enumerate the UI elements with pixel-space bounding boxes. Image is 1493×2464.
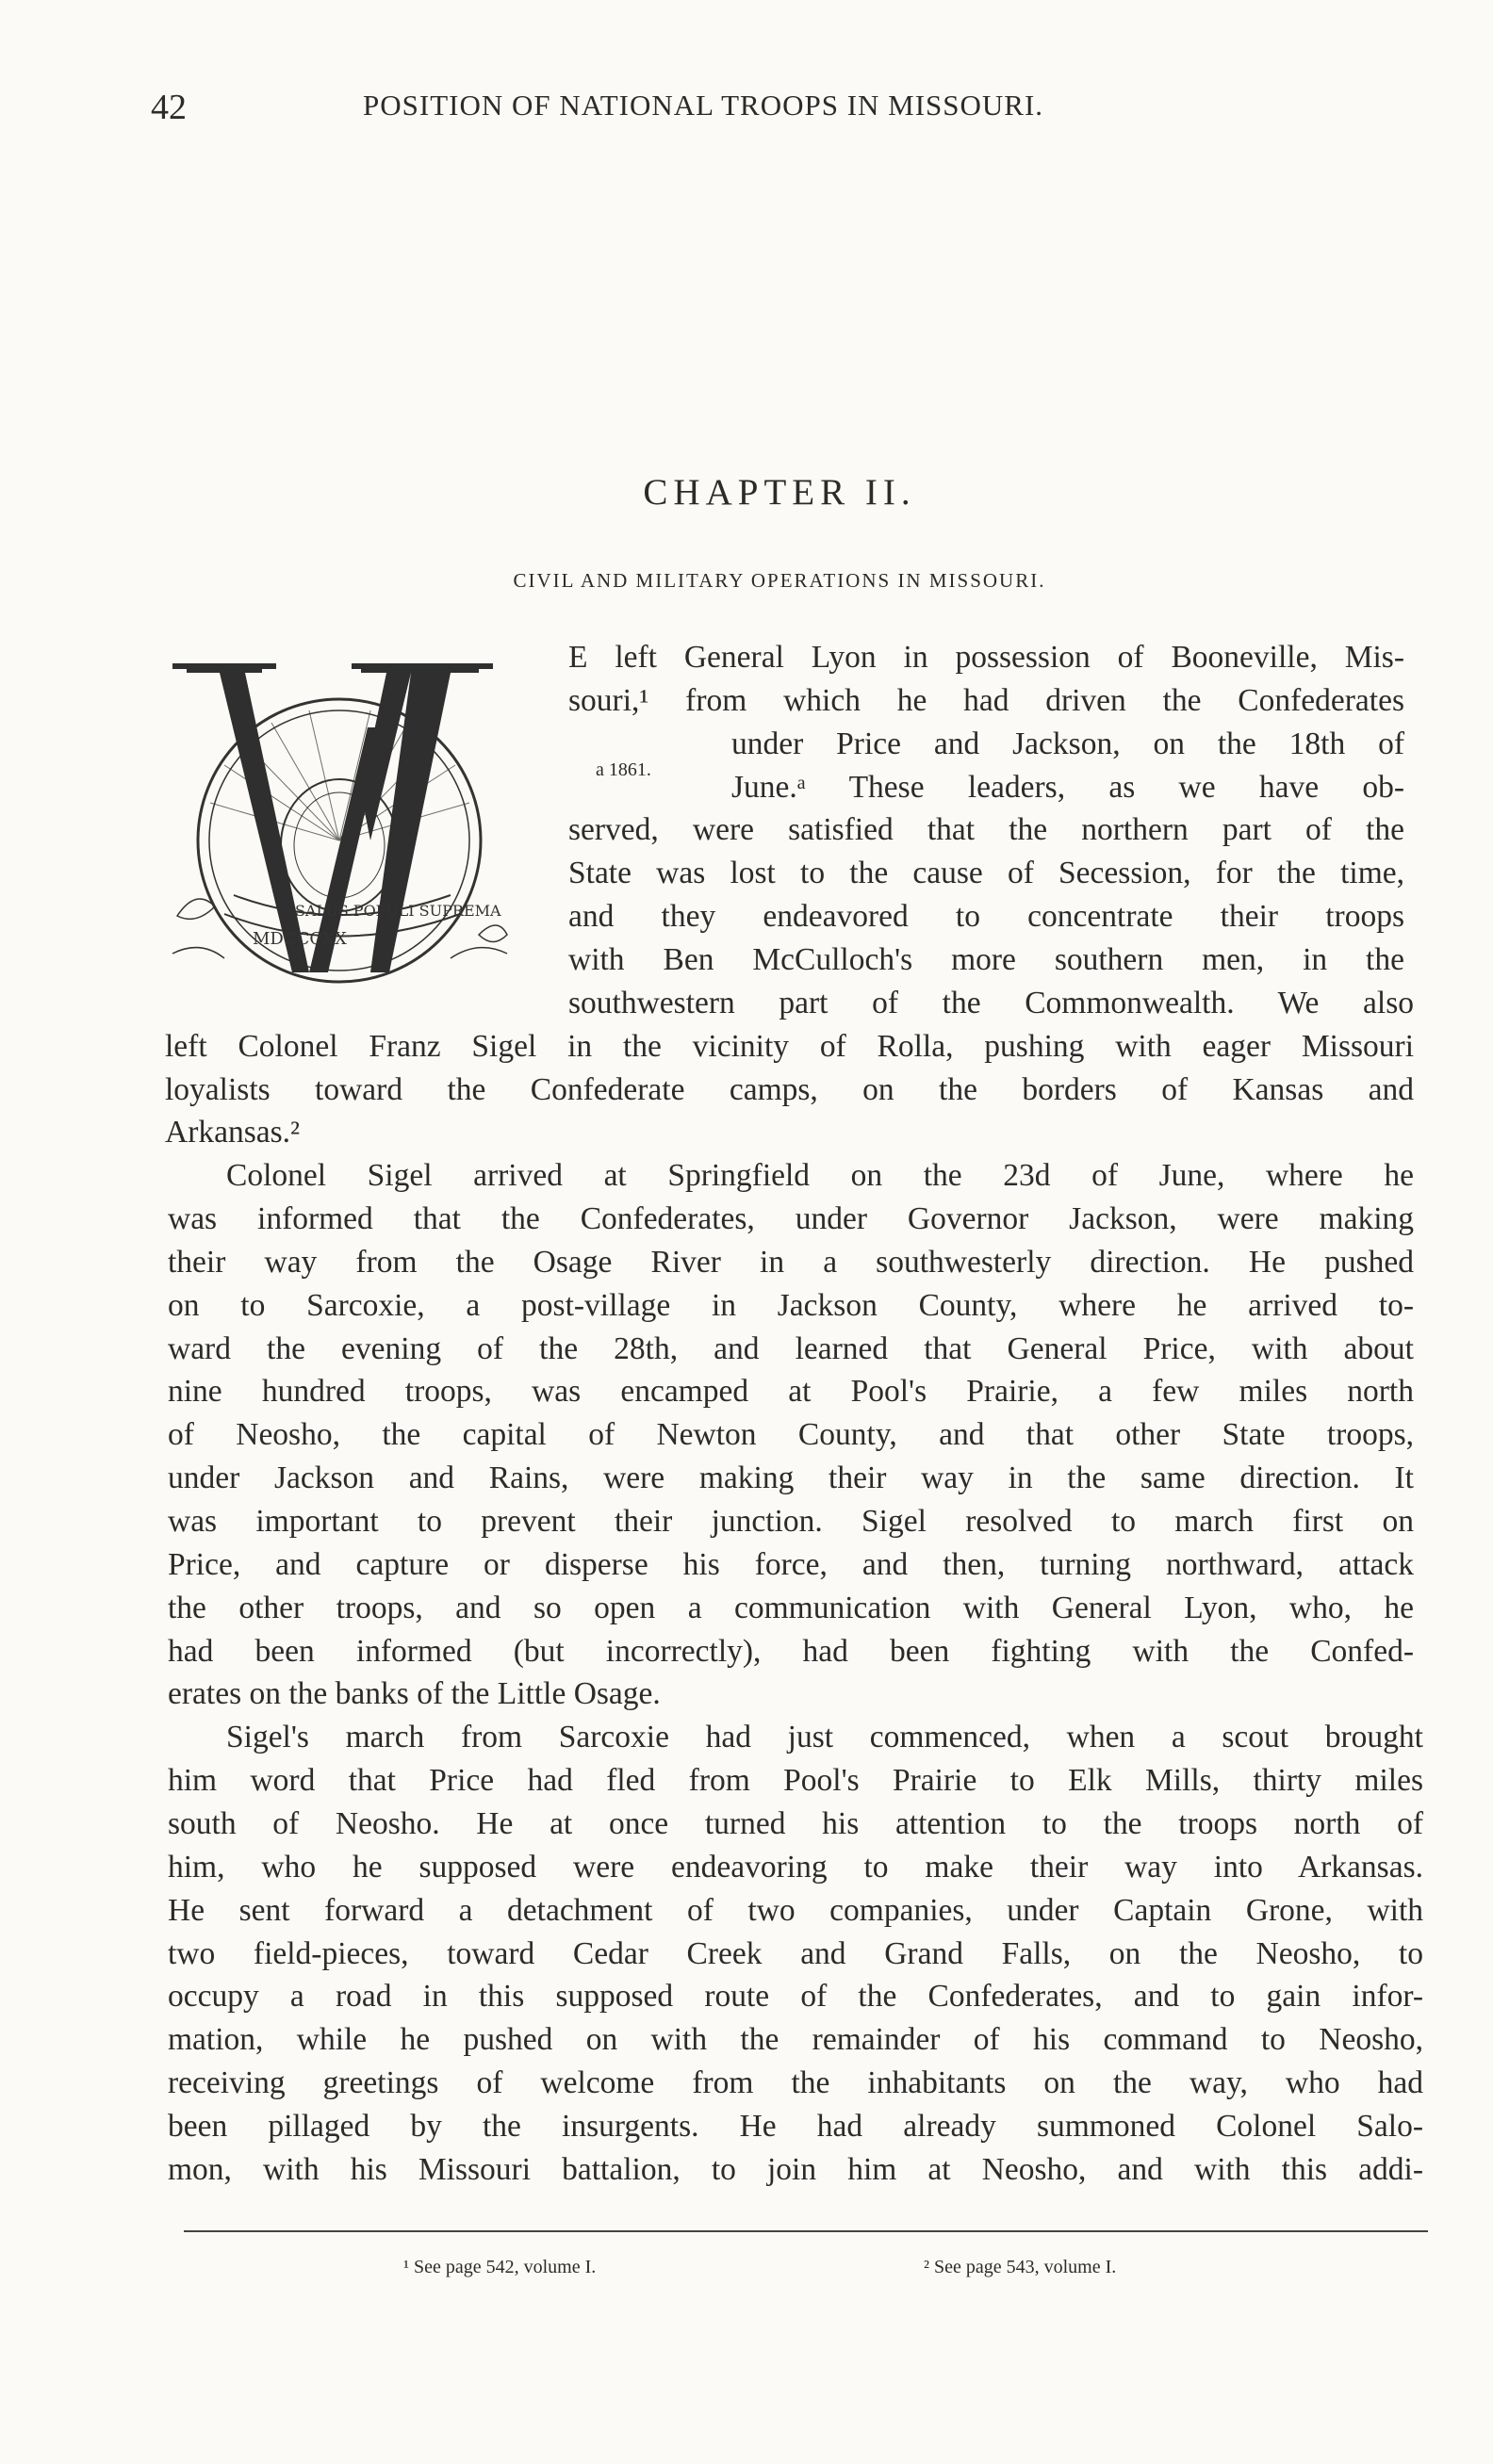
body-line: on to Sarcoxie, a post-village in Jackson County, where he arrived to- <box>168 1287 1414 1323</box>
running-head: POSITION OF NATIONAL TROOPS IN MISSOURI. <box>363 89 1044 122</box>
body-line: was informed that the Confederates, under Governor Jackson, were making <box>168 1201 1414 1237</box>
body-line: mon, with his Missouri battalion, to join him at Neosho, and with this addi- <box>168 2151 1423 2187</box>
body-line: him word that Price had fled from Pool's Prairie to Elk Mills, thirty miles <box>168 1763 1423 1799</box>
body-line: south of Neosho. He at once turned his attention to the troops north of <box>168 1805 1423 1841</box>
body-line: souri,¹ from which he had driven the Confederates <box>568 682 1404 718</box>
body-line: under Price and Jackson, on the 18th of <box>731 726 1404 761</box>
body-line: and they endeavored to concentrate their troops <box>568 899 1404 935</box>
page-number: 42 <box>151 88 187 127</box>
body-line: occupy a road in this supposed route of the Confederates, and to gain infor- <box>168 1979 1423 2015</box>
body-line: two field-pieces, toward Cedar Creek and Grand Falls, on the Neosho, to <box>168 1935 1423 1971</box>
body-line: with Ben McCulloch's more southern men, in the <box>568 941 1404 977</box>
body-line: left Colonel Franz Sigel in the vicinity of Rolla, pushing with eager Missouri <box>165 1028 1414 1064</box>
body-line: had been informed (but incorrectly), had been fighting with the Confed- <box>168 1633 1414 1669</box>
body-line: been pillaged by the insurgents. He had already summoned Colonel Salo- <box>168 2108 1423 2144</box>
chapter-subtitle: CIVIL AND MILITARY OPERATIONS IN MISSOURI. <box>513 569 1046 592</box>
body-line: loyalists toward the Confederate camps, on the borders of Kansas and <box>165 1071 1414 1107</box>
dropcap-w-seal <box>168 652 512 1005</box>
footnote-1: ¹ See page 542, volume I. <box>403 2257 597 2277</box>
body-line: Colonel Sigel arrived at Springfield on the 23d of June, where he <box>226 1158 1414 1194</box>
body-line: Arkansas.² <box>165 1115 301 1150</box>
body-line: under Jackson and Rains, were making their way in the same direction. It <box>168 1460 1414 1496</box>
body-line: Price, and capture or disperse his force, and then, turning northward, attack <box>168 1546 1414 1582</box>
body-line: State was lost to the cause of Secession, for the time, <box>568 856 1404 891</box>
body-line: southwestern part of the Commonwealth. We also <box>568 985 1414 1020</box>
body-line: of Neosho, the capital of Newton County, and that other State troops, <box>168 1417 1414 1453</box>
seal-motto: SALUS POPULI SUPREMA <box>295 902 501 920</box>
body-line: Sigel's march from Sarcoxie had just commenced, when a scout brought <box>226 1720 1423 1755</box>
body-line: E left General Lyon in possession of Booneville, Mis- <box>568 640 1404 675</box>
body-line: nine hundred troops, was encamped at Pool's Prairie, a few miles north <box>168 1374 1414 1410</box>
footnote-2: ² See page 543, volume I. <box>924 2257 1117 2277</box>
body-line: the other troops, and so open a communication with General Lyon, who, he <box>168 1590 1414 1625</box>
margin-note: a 1861. <box>596 759 651 780</box>
body-line: him, who he supposed were endeavoring to make their way into Arkansas. <box>168 1849 1423 1885</box>
footnote-rule <box>184 2230 1428 2232</box>
body-line: erates on the banks of the Little Osage. <box>168 1676 661 1712</box>
chapter-title: CHAPTER II. <box>643 472 916 513</box>
body-line: ward the evening of the 28th, and learned that General Price, with about <box>168 1330 1414 1366</box>
body-line: their way from the Osage River in a southwesterly direction. He pushed <box>168 1244 1414 1280</box>
body-line: was important to prevent their junction. Sigel resolved to march first on <box>168 1504 1414 1539</box>
body-line: He sent forward a detachment of two companies, under Captain Grone, with <box>168 1892 1423 1928</box>
body-line: served, were satisfied that the northern part of the <box>568 812 1404 848</box>
body-line: June.ᵃ These leaders, as we have ob- <box>731 769 1404 805</box>
body-line: receiving greetings of welcome from the inhabitants on the way, who had <box>168 2065 1423 2101</box>
body-line: mation, while he pushed on with the remainder of his command to Neosho, <box>168 2022 1423 2058</box>
seal-date: MDCCCXX <box>253 929 347 949</box>
